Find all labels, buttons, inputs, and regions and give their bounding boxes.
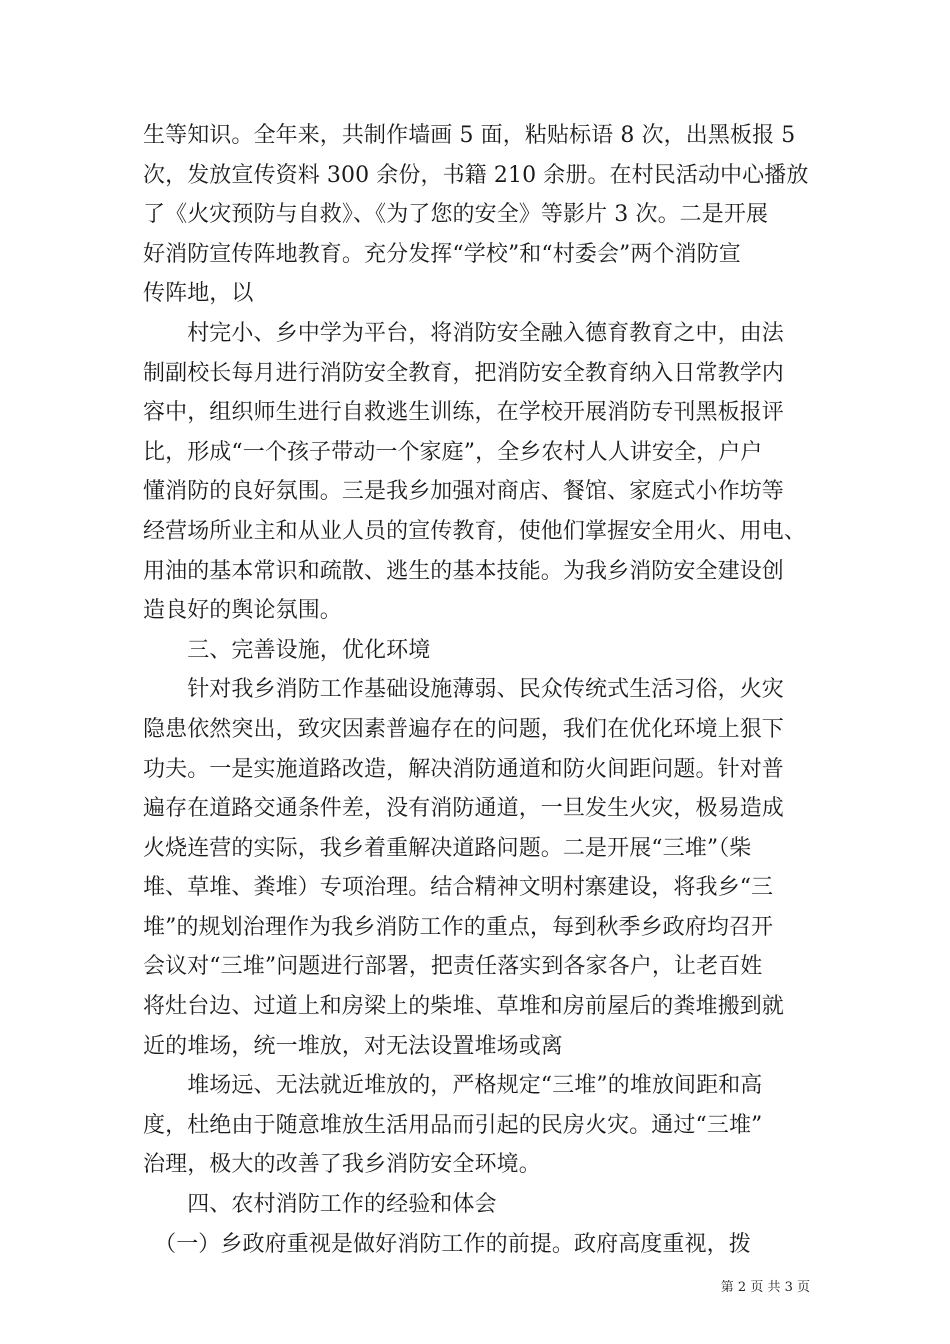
text-line: 度，杜绝由于随意堆放生活用品而引起的民房火灾。通过“三堆” bbox=[143, 1112, 763, 1138]
text-line: 堆场远、无法就近堆放的，严格规定“三堆”的堆放间距和高 bbox=[143, 1073, 763, 1099]
text-line: 传阵地，以 bbox=[143, 281, 254, 307]
text-line: 比，形成“一个孩子带动一个家庭”，全乡农村人人讲安全，户户 bbox=[143, 439, 763, 465]
text-line: 遍存在道路交通条件差，没有消防通道，一旦发生火灾，极易造成 bbox=[143, 796, 784, 822]
text-line: 生等知识。全年来，共制作墙画 5 面，粘贴标语 8 次，出黑板报 5 bbox=[143, 123, 796, 148]
text-line: 针对我乡消防工作基础设施薄弱、民众传统式生活习俗，火灾 bbox=[143, 677, 784, 703]
section-heading: 四、农村消防工作的经验和体会 bbox=[143, 1192, 497, 1218]
text-line: 将灶台边、过道上和房梁上的柴堆、草堆和房前屋后的粪堆搬到就 bbox=[143, 994, 784, 1020]
text-line: 懂消防的良好氛围。三是我乡加强对商店、餐馆、家庭式小作坊等 bbox=[143, 479, 784, 505]
text-line: 功夫。一是实施道路改造，解决消防通道和防火间距问题。针对普 bbox=[143, 756, 784, 782]
text-line: 近的堆场，统一堆放，对无法设置堆场或离 bbox=[143, 1033, 563, 1059]
text-line: 容中，组织师生进行自救逃生训练，在学校开展消防专刊黑板报评 bbox=[143, 400, 784, 426]
text-line: 好消防宣传阵地教育。充分发挥“学校”和“村委会”两个消防宣 bbox=[143, 241, 741, 267]
page-number: 第 2 页 共 3 页 bbox=[720, 1280, 810, 1295]
text-line: 村完小、乡中学为平台，将消防安全融入德育教育之中，由法 bbox=[143, 320, 784, 346]
body-text bbox=[143, 116, 823, 1264]
text-line: 治理，极大的改善了我乡消防安全环境。 bbox=[143, 1152, 541, 1178]
text-line: 堆、草堆、粪堆）专项治理。结合精神文明村寨建设，将我乡“三 bbox=[143, 875, 774, 901]
section-heading: 三、完善设施，优化环境 bbox=[143, 637, 431, 663]
text-line: 经营场所业主和从业人员的宣传教育，使他们掌握安全用火、用电、 bbox=[143, 518, 807, 544]
text-line: 次，发放宣传资料 300 余份，书籍 210 余册。在村民活动中心播放 bbox=[143, 162, 809, 188]
text-line: 制副校长每月进行消防安全教育，把消防安全教育纳入日常教学内 bbox=[143, 360, 784, 386]
text-line: （一）乡政府重视是做好消防工作的前提。政府高度重视，拨 bbox=[143, 1231, 751, 1257]
text-line: 堆”的规划治理作为我乡消防工作的重点，每到秋季乡政府均召开 bbox=[143, 914, 774, 940]
text-line: 造良好的舆论氛围。 bbox=[143, 598, 342, 624]
text-line: 隐患依然突出，致灾因素普遍存在的问题，我们在优化环境上狠下 bbox=[143, 716, 784, 742]
text-line: 会议对“三堆”问题进行部署，把责任落实到各家各户，让老百姓 bbox=[143, 954, 763, 980]
text-line: 用油的基本常识和疏散、逃生的基本技能。为我乡消防安全建设创 bbox=[143, 558, 784, 584]
text-line: 了《火灾预防与自救》、《为了您的安全》等影片 3 次。二是开展 bbox=[143, 202, 769, 228]
text-line: 火烧连营的实际，我乡着重解决道路问题。二是开展“三堆”（柴 bbox=[143, 835, 752, 861]
